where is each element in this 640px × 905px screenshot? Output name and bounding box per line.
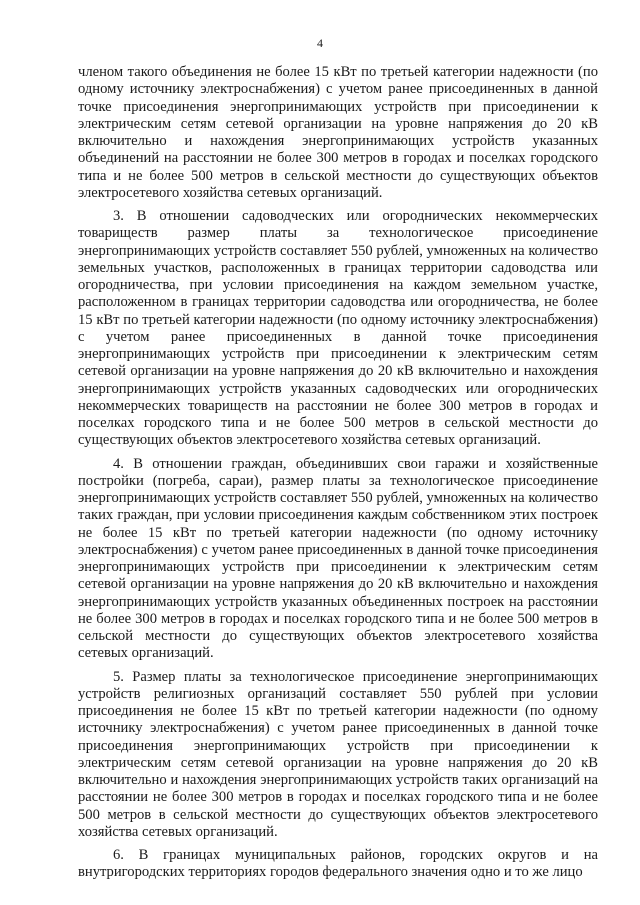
page-number: 4 [317, 36, 323, 50]
paragraph-3: 3. В отношении садоводческих или огороднических некоммерческих товариществ размер платы за технологическое присоединение энергопринимающих устройств составляет 550 рублей, умноженных на количество земельных участков, расположенных в границах территории садоводства или огородничества, при условии присоединения на каждом земельном участке, расположенном в границах территории садоводства или огородничества, не более 15 кВт по третьей категории надежности (по одному источнику электроснабжения) с учетом ранее присоединенных в данной точке присоединения энергопринимающих устройств при присоединении к электрическим сетям сетевой организации на уровне напряжения до 20 кВ включительно и нахождения энергопринимающих устройств указанных садоводческих или огороднических некоммерческих товариществ на расстоянии не более 300 метров в городах и поселках городского типа и не более 500 метров в сельской местности до существующих объектов электросетевого хозяйства сетевых организаций. [78, 208, 598, 449]
paragraph-4: 4. В отношении граждан, объединивших свои гаражи и хозяйственные постройки (погреба, сараи), размер платы за технологическое присоединение энергопринимающих устройств составляет 550 рублей, умноженных на количество таких граждан, при условии присоединения каждым собственником этих построек не более 15 кВт по третьей категории надежности (по одному источнику электроснабжения) с учетом ранее присоединенных в данной точке присоединения энергопринимающих устройств при присоединении к электрическим сетям сетевой организации на уровне напряжения до 20 кВ включительно и нахождения энергопринимающих устройств указанных объединенных построек на расстоянии не более 300 метров в городах и поселках городского типа и не более 500 метров в сельской местности до существующих объектов электросетевого хозяйства сетевых организаций. [78, 455, 598, 662]
paragraph-6: 6. В границах муниципальных районов, городских округов и на внутригородских территориях городов федерального значения одно и то же лицо [78, 847, 598, 881]
document-body [78, 64, 598, 882]
paragraph-5: 5. Размер платы за технологическое присоединение энергопринимающих устройств религиозных организаций составляет 550 рублей при условии присоединения не более 15 кВт по третьей категории надежности (по одному источнику электроснабжения) с учетом ранее присоединенных в данной точке присоединения энергопринимающих устройств при присоединении к электрическим сетям сетевой организации на уровне напряжения до 20 кВ включительно и нахождения энергопринимающих устройств таких организаций на расстоянии не более 300 метров в городах и поселках городского типа и не более 500 метров в сельской местности до существующих объектов электросетевого хозяйства сетевых организаций. [78, 668, 598, 840]
paragraph-continuation: членом такого объединения не более 15 кВт по третьей категории надежности (по одному источнику электроснабжения) с учетом ранее присоединенных в данной точке присоединения энергопринимающих устройств при присоединении к электрическим сетям сетевой организации на уровне напряжения до 20 кВ включительно и нахождения энергопринимающих устройств указанных объединений на расстоянии не более 300 метров в городах и поселках городского типа и не более 500 метров в сельской местности до существующих объектов электросетевого хозяйства сетевых организаций. [78, 64, 598, 201]
